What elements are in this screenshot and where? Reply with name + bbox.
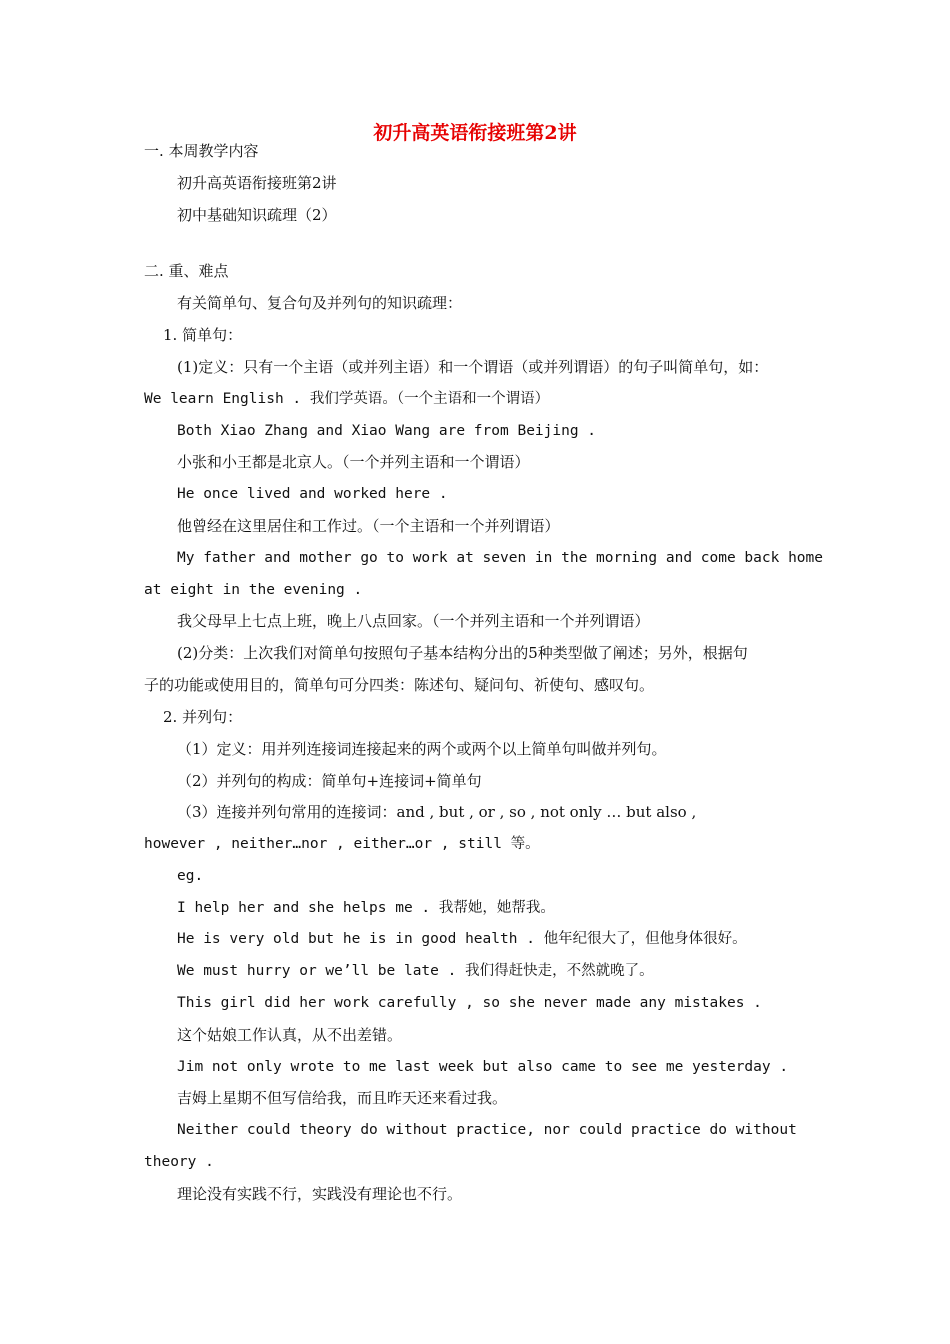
compound-sentence-heading: 2. 并列句： xyxy=(163,708,243,726)
example-chinese: 理论没有实践不行，实践没有理论也不行。 xyxy=(177,1185,463,1203)
section-1-item: 初中基础知识疏理（2） xyxy=(177,206,337,224)
example-english: My father and mother go to work at seven in the morning and come back home xyxy=(177,550,824,566)
example-chinese: 吉姆上星期不但写信给我，而且昨天还来看过我。 xyxy=(177,1089,508,1107)
compound-conjunctions-line: however , neither…nor , either…or , still 等。 xyxy=(144,836,540,852)
example-english: at eight in the evening . xyxy=(144,582,363,598)
simple-classification-line: (2)分类：上次我们对简单句按照句子基本结构分出的5种类型做了阐述；另外，根据句 xyxy=(177,644,748,662)
section-1-item: 初升高英语衔接班第2讲 xyxy=(177,174,337,192)
example-english: theory . xyxy=(144,1154,214,1170)
eg-label: eg. xyxy=(177,868,204,884)
compound-example: I help her and she helps me . 我帮她，她帮我。 xyxy=(177,900,555,916)
example-chinese: 这个姑娘工作认真，从不出差错。 xyxy=(177,1026,403,1044)
example-chinese: 小张和小王都是北京人。（一个并列主语和一个谓语） xyxy=(177,453,530,471)
example-english: Jim not only wrote to me last week but also came to see me yesterday . xyxy=(177,1059,789,1075)
simple-sentence-heading: 1. 简单句： xyxy=(163,326,243,344)
section-2-intro: 有关简单句、复合句及并列句的知识疏理： xyxy=(177,294,463,312)
section-2-heading: 二. 重、难点 xyxy=(144,262,229,280)
document-title: 初升高英语衔接班第2讲 xyxy=(373,122,577,144)
compound-definition: （1）定义：用并列连接词连接起来的两个或两个以上简单句叫做并列句。 xyxy=(177,740,667,758)
example-chinese: 他曾经在这里居住和工作过。（一个主语和一个并列谓语） xyxy=(177,517,560,535)
compound-structure: （2）并列句的构成：简单句+连接词+简单句 xyxy=(177,772,482,790)
simple-definition-line: (1)定义：只有一个主语（或并列主语）和一个谓语（或并列谓语）的句子叫简单句，如： xyxy=(177,358,769,376)
example-english: Neither could theory do without practice, nor could practice do without xyxy=(177,1122,797,1138)
section-1-heading: 一. 本周教学内容 xyxy=(144,142,259,160)
compound-example: We must hurry or we’ll be late . 我们得赶快走，不然就晚了。 xyxy=(177,963,654,979)
compound-conjunctions-line: （3）连接并列句常用的连接词：and , but , or , so , not only … but also , xyxy=(177,803,697,821)
example-english: He once lived and worked here . xyxy=(177,486,448,502)
compound-example: He is very old but he is in good health . 他年纪很大了，但他身体很好。 xyxy=(177,931,747,947)
example-english: Both Xiao Zhang and Xiao Wang are from Beijing . xyxy=(177,423,597,439)
simple-classification-line: 子的功能或使用目的，简单句可分四类：陈述句、疑问句、祈使句、感叹句。 xyxy=(144,676,655,694)
example-english: This girl did her work carefully , so she never made any mistakes . xyxy=(177,995,762,1011)
example-chinese: 我父母早上七点上班，晚上八点回家。（一个并列主语和一个并列谓语） xyxy=(177,612,650,630)
simple-definition-line: We learn English . 我们学英语。（一个主语和一个谓语） xyxy=(144,391,550,407)
